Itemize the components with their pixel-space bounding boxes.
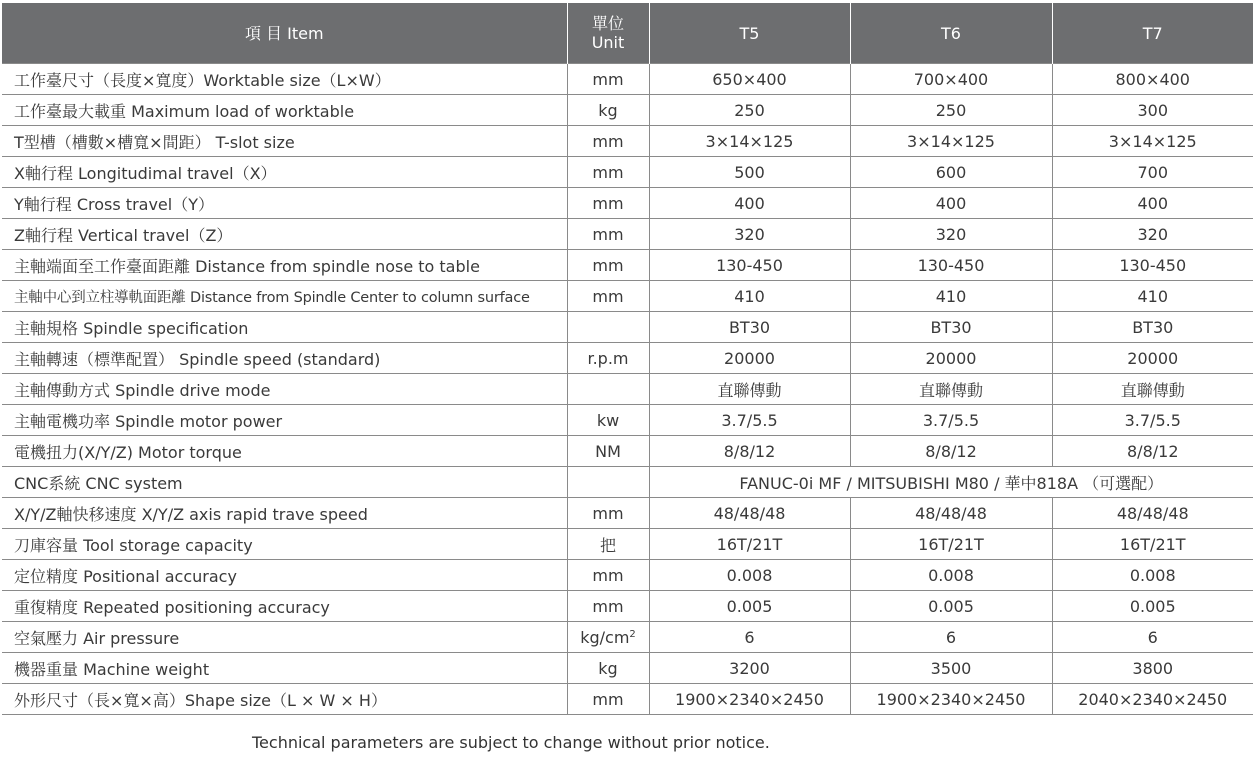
footnote: Technical parameters are subject to change without prior notice. xyxy=(252,733,770,752)
spec-table-header xyxy=(2,3,1253,64)
spec-value-t7: 8/8/12 xyxy=(1052,436,1253,467)
spec-unit xyxy=(567,281,649,312)
spec-value-t7: 48/48/48 xyxy=(1052,498,1253,529)
spec-unit-text: r.p.m xyxy=(587,348,629,368)
spec-unit-text: mm xyxy=(592,162,624,182)
spec-value-t5: 3200 xyxy=(649,653,850,684)
table-row xyxy=(2,64,1253,95)
spec-unit-text: NM xyxy=(595,441,621,461)
spec-item-label: 主軸中心到立柱導軌面距離 Distance from Spindle Center to column surface xyxy=(2,281,567,312)
spec-value-t6: 3×14×125 xyxy=(850,126,1052,157)
spec-value-t6: 48/48/48 xyxy=(850,498,1052,529)
spec-unit-text: kg xyxy=(598,658,618,678)
spec-value-t7: 2040×2340×2450 xyxy=(1052,684,1253,715)
spec-value-t6: 700×400 xyxy=(850,64,1052,95)
spec-unit-text: mm xyxy=(592,596,624,616)
table-row xyxy=(2,343,1253,374)
spec-value-t6: 410 xyxy=(850,281,1052,312)
spec-value-t7: 6 xyxy=(1052,622,1253,653)
spec-unit xyxy=(567,622,649,653)
spec-unit-text: mm xyxy=(592,689,624,709)
spec-value-t7: 300 xyxy=(1052,95,1253,126)
spec-unit xyxy=(567,405,649,436)
spec-unit xyxy=(567,95,649,126)
spec-value-t6: 8/8/12 xyxy=(850,436,1052,467)
spec-item-label: X軸行程 Longitudimal travel（X） xyxy=(2,157,567,188)
table-row xyxy=(2,250,1253,281)
table-row xyxy=(2,188,1253,219)
spec-item-label: T型槽（槽數×槽寬×間距） T-slot size xyxy=(2,126,567,157)
spec-unit-text: kg xyxy=(598,100,618,120)
spec-unit-text: mm xyxy=(592,565,624,585)
header-model-t6: T6 xyxy=(850,3,1052,64)
spec-item-label: X/Y/Z軸快移速度 X/Y/Z axis rapid trave speed xyxy=(2,498,567,529)
spec-unit xyxy=(567,436,649,467)
spec-item-label: 重復精度 Repeated positioning accuracy xyxy=(2,591,567,622)
spec-unit xyxy=(567,653,649,684)
spec-value-t7: 0.008 xyxy=(1052,560,1253,591)
spec-value-t6: 1900×2340×2450 xyxy=(850,684,1052,715)
spec-unit-text: mm xyxy=(592,255,624,275)
spec-unit xyxy=(567,591,649,622)
spec-unit xyxy=(567,126,649,157)
spec-value-t7: 0.005 xyxy=(1052,591,1253,622)
spec-value-t6: 320 xyxy=(850,219,1052,250)
spec-item-label: 外形尺寸（長×寬×高）Shape size（L × W × H） xyxy=(2,684,567,715)
spec-unit-text: 把 xyxy=(599,535,616,555)
spec-value-t5: 1900×2340×2450 xyxy=(649,684,850,715)
table-row xyxy=(2,281,1253,312)
table-row xyxy=(2,312,1253,343)
spec-unit xyxy=(567,188,649,219)
header-unit-zh: 單位 xyxy=(591,14,624,33)
spec-value-t7: 410 xyxy=(1052,281,1253,312)
table-row xyxy=(2,684,1253,715)
header-unit xyxy=(567,3,649,64)
spec-value-t6: 16T/21T xyxy=(850,529,1052,560)
spec-value-t7: 800×400 xyxy=(1052,64,1253,95)
spec-item-label: 工作臺最大載重 Maximum load of worktable xyxy=(2,95,567,126)
spec-value-t7: 16T/21T xyxy=(1052,529,1253,560)
spec-value-t5: 400 xyxy=(649,188,850,219)
spec-unit-text: mm xyxy=(592,193,624,213)
spec-unit xyxy=(567,64,649,95)
spec-item-label: 主軸端面至工作臺面距離 Distance from spindle nose to table xyxy=(2,250,567,281)
table-row xyxy=(2,405,1253,436)
table-row xyxy=(2,591,1253,622)
table-row xyxy=(2,529,1253,560)
spec-value-t6: 直聯傳動 xyxy=(850,374,1052,405)
spec-value-t7: 3800 xyxy=(1052,653,1253,684)
spec-value-t6: 250 xyxy=(850,95,1052,126)
table-row xyxy=(2,436,1253,467)
spec-value-t6: 20000 xyxy=(850,343,1052,374)
spec-item-label: 電機扭力(X/Y/Z) Motor torque xyxy=(2,436,567,467)
spec-value-t7: 400 xyxy=(1052,188,1253,219)
spec-item-label: 工作臺尺寸（長度×寬度）Worktable size（L×W） xyxy=(2,64,567,95)
spec-value-t5: 130-450 xyxy=(649,250,850,281)
spec-value-t5: 48/48/48 xyxy=(649,498,850,529)
spec-value-t7: BT30 xyxy=(1052,312,1253,343)
spec-unit xyxy=(567,343,649,374)
spec-unit xyxy=(567,560,649,591)
spec-unit xyxy=(567,157,649,188)
spec-unit xyxy=(567,684,649,715)
spec-unit xyxy=(567,219,649,250)
spec-value-t6: 0.005 xyxy=(850,591,1052,622)
spec-value-t5: BT30 xyxy=(649,312,850,343)
spec-value-t6: 6 xyxy=(850,622,1052,653)
spec-value-t5: 20000 xyxy=(649,343,850,374)
spec-value-t7: 3.7/5.5 xyxy=(1052,405,1253,436)
header-model-t7: T7 xyxy=(1052,3,1253,64)
spec-unit-text: mm xyxy=(592,286,624,306)
header-model-t5: T5 xyxy=(649,3,850,64)
spec-unit xyxy=(567,312,649,343)
spec-value-t5: 3.7/5.5 xyxy=(649,405,850,436)
table-row xyxy=(2,498,1253,529)
spec-value-t5: 6 xyxy=(649,622,850,653)
spec-value-t7: 320 xyxy=(1052,219,1253,250)
table-row xyxy=(2,95,1253,126)
spec-value-t7: 直聯傳動 xyxy=(1052,374,1253,405)
spec-unit xyxy=(567,467,649,498)
spec-value-t5: 250 xyxy=(649,95,850,126)
spec-unit xyxy=(567,529,649,560)
spec-item-label: 機器重量 Machine weight xyxy=(2,653,567,684)
spec-unit-text: mm xyxy=(592,503,624,523)
spec-value-t5: 0.005 xyxy=(649,591,850,622)
spec-value-t6: 600 xyxy=(850,157,1052,188)
spec-unit xyxy=(567,498,649,529)
spec-value-t7: 3×14×125 xyxy=(1052,126,1253,157)
header-unit-en: Unit xyxy=(591,33,625,52)
spec-table-body xyxy=(2,64,1253,715)
spec-value-t6: 3500 xyxy=(850,653,1052,684)
spec-item-label: 刀庫容量 Tool storage capacity xyxy=(2,529,567,560)
spec-unit xyxy=(567,250,649,281)
spec-item-label: 主軸電機功率 Spindle motor power xyxy=(2,405,567,436)
spec-value-t6: 400 xyxy=(850,188,1052,219)
spec-item-label: 主軸傳動方式 Spindle drive mode xyxy=(2,374,567,405)
spec-value-merged: FANUC-0i MF / MITSUBISHI M80 / 華中818A （可選配） xyxy=(649,467,1253,498)
spec-value-t7: 700 xyxy=(1052,157,1253,188)
header-item: 項 目 Item xyxy=(2,3,567,64)
spec-value-t6: 0.008 xyxy=(850,560,1052,591)
spec-item-label: 主軸規格 Spindle specification xyxy=(2,312,567,343)
table-row xyxy=(2,467,1253,498)
spec-value-t5: 直聯傳動 xyxy=(649,374,850,405)
spec-item-label: Z軸行程 Vertical travel（Z） xyxy=(2,219,567,250)
table-row xyxy=(2,126,1253,157)
spec-item-label: CNC系統 CNC system xyxy=(2,467,567,498)
spec-value-t5: 500 xyxy=(649,157,850,188)
spec-value-t7: 130-450 xyxy=(1052,250,1253,281)
spec-value-t5: 0.008 xyxy=(649,560,850,591)
spec-value-t7: 20000 xyxy=(1052,343,1253,374)
spec-unit-text: mm xyxy=(592,224,624,244)
spec-value-t5: 3×14×125 xyxy=(649,126,850,157)
spec-unit-text: kg/cm xyxy=(580,627,630,647)
spec-value-t5: 16T/21T xyxy=(649,529,850,560)
table-row xyxy=(2,653,1253,684)
spec-value-t6: BT30 xyxy=(850,312,1052,343)
table-row xyxy=(2,560,1253,591)
table-row xyxy=(2,157,1253,188)
spec-value-t5: 320 xyxy=(649,219,850,250)
spec-item-label: 空氣壓力 Air pressure xyxy=(2,622,567,653)
spec-unit xyxy=(567,374,649,405)
spec-item-label: Y軸行程 Cross travel（Y） xyxy=(2,188,567,219)
spec-unit-text: mm xyxy=(592,131,624,151)
spec-unit-text: mm xyxy=(592,69,624,89)
spec-value-t5: 650×400 xyxy=(649,64,850,95)
spec-value-t5: 410 xyxy=(649,281,850,312)
spec-item-label: 定位精度 Positional accuracy xyxy=(2,560,567,591)
table-row xyxy=(2,219,1253,250)
spec-item-label: 主軸轉速（標準配置） Spindle speed (standard) xyxy=(2,343,567,374)
spec-value-t6: 130-450 xyxy=(850,250,1052,281)
spec-table xyxy=(2,3,1253,715)
spec-unit-text: kw xyxy=(596,410,620,430)
table-row xyxy=(2,374,1253,405)
table-row xyxy=(2,622,1253,653)
spec-unit-superscript: 2 xyxy=(629,628,636,640)
spec-value-t5: 8/8/12 xyxy=(649,436,850,467)
spec-value-t6: 3.7/5.5 xyxy=(850,405,1052,436)
